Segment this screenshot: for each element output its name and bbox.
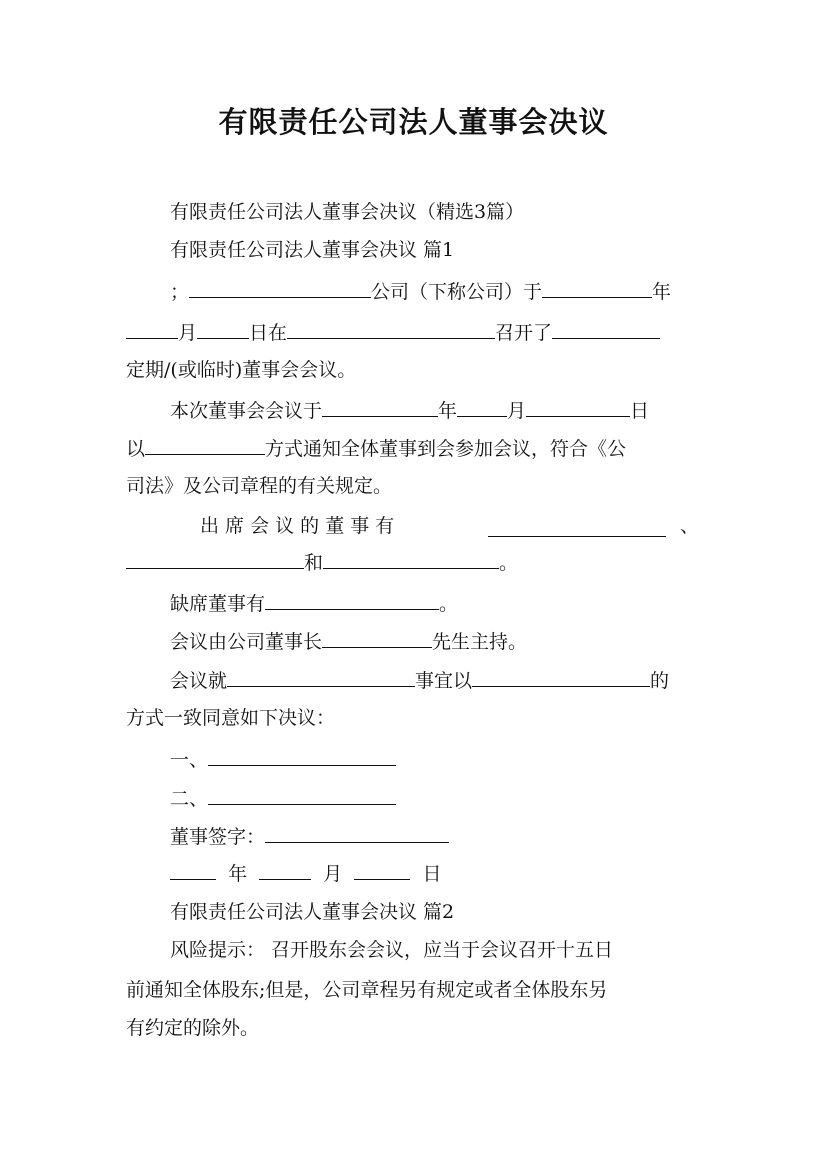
attendee-blank-1: [488, 514, 666, 537]
section-heading-1-text: 有限责任公司法人董事会决议 篇1: [170, 239, 455, 261]
notice-method-text: 方式通知全体董事到会参加会议，符合《公: [265, 438, 627, 460]
resolution-item-1: [170, 747, 396, 772]
attendees-line-2: [126, 550, 518, 575]
resolution-intro-line: [170, 668, 669, 693]
place-blank: [287, 320, 495, 339]
notice-year-blank: [322, 398, 438, 417]
year-text-2: 年: [438, 400, 458, 422]
subtitle-line: [170, 200, 524, 224]
attendees-text: 出 席 会 议 的 董 事 有: [200, 515, 395, 537]
held-blank: [552, 320, 660, 339]
means-blank: [472, 668, 650, 687]
absent-line: [170, 591, 458, 616]
signature-line: [170, 824, 449, 849]
resolution-item-2: [170, 786, 396, 811]
risk-text-3: 有约定的除外。: [126, 1017, 260, 1039]
notice-day-blank: [526, 398, 630, 417]
month-text-2: 月: [507, 400, 527, 422]
law-line: [126, 474, 392, 498]
notice-date-line: [170, 398, 649, 423]
unanimous-text: 方式一致同意如下决议：: [126, 707, 336, 729]
held-text: 召开了: [495, 322, 553, 344]
day-text-2: 日: [630, 400, 650, 422]
section-heading-2-text: 有限责任公司法人董事会决议 篇2: [170, 901, 455, 923]
month-blank-1: [126, 320, 178, 339]
chair-text: 会议由公司董事长: [170, 631, 323, 653]
law-text: 司法》及公司章程的有关规定。: [126, 475, 393, 497]
attendees-line: [200, 514, 394, 538]
comma-text: 、: [680, 515, 700, 537]
risk-line-2: [126, 978, 607, 1002]
year-blank-1: [542, 279, 652, 298]
year-text-1: 年: [652, 281, 672, 303]
matter-text: 会议就: [170, 670, 228, 692]
item-2-label: 二、: [170, 788, 209, 810]
section-heading-2: [170, 900, 454, 924]
resolution-2-blank: [208, 786, 396, 805]
notice-month-blank: [457, 398, 507, 417]
day-place-text: 日在: [249, 322, 288, 344]
absent-blank: [265, 591, 439, 610]
item-1-label: 一、: [170, 749, 209, 771]
notice-method-blank: [145, 436, 265, 455]
risk-text-2: 前通知全体股东;但是，公司章程另有规定或者全体股东另: [126, 979, 608, 1001]
sign-year-blank: [170, 861, 216, 880]
company-name-blank: [189, 279, 371, 298]
unanimous-line: [126, 706, 335, 730]
notice-text: 本次董事会会议于: [170, 400, 323, 422]
chair-blank: [322, 629, 432, 648]
chair-line: [170, 629, 527, 654]
risk-line-1: [170, 938, 613, 962]
sign-month-text: 月: [323, 863, 343, 885]
semicolon: ；: [170, 281, 190, 303]
chair-suffix-text: 先生主持。: [432, 631, 528, 653]
document-title: 有限责任公司法人董事会决议: [218, 105, 609, 139]
absent-text: 缺席董事有: [170, 593, 266, 615]
means-text: 事宜以: [415, 670, 473, 692]
period-text-2: 。: [439, 593, 459, 615]
risk-text-1: 风险提示： 召开股东会会议，应当于会议召开十五日: [170, 939, 614, 961]
notice-method-line: [126, 436, 626, 461]
sign-day-blank: [354, 861, 410, 880]
by-text: 以: [126, 438, 146, 460]
sign-day-text: 日: [422, 863, 442, 885]
resolution-1-blank: [208, 747, 396, 766]
section-heading-1: [170, 238, 454, 262]
period-text-1: 。: [499, 552, 519, 574]
risk-line-3: [126, 1016, 259, 1040]
subtitle-text: 有限责任公司法人董事会决议（精选3篇）: [170, 201, 525, 223]
of-text: 的: [650, 670, 670, 692]
day-blank-1: [197, 320, 249, 339]
date-place-line: [126, 320, 660, 345]
signature-blank: [265, 824, 449, 843]
signature-date-line: [170, 861, 442, 886]
attendee-separator: [680, 514, 699, 538]
matter-blank: [227, 668, 415, 687]
meeting-type-line: [126, 358, 356, 382]
sign-year-text: 年: [228, 863, 248, 885]
signature-label: 董事签字：: [170, 826, 266, 848]
sign-month-blank: [259, 861, 311, 880]
month-text-1: 月: [178, 322, 198, 344]
company-line: [170, 279, 671, 304]
attendee-blank-3: [323, 550, 499, 569]
company-text: 公司（下称公司）于: [371, 281, 543, 303]
meeting-type-text: 定期/(或临时)董事会会议。: [126, 359, 357, 381]
attendee-blank-2: [126, 550, 304, 569]
and-text: 和: [304, 552, 324, 574]
